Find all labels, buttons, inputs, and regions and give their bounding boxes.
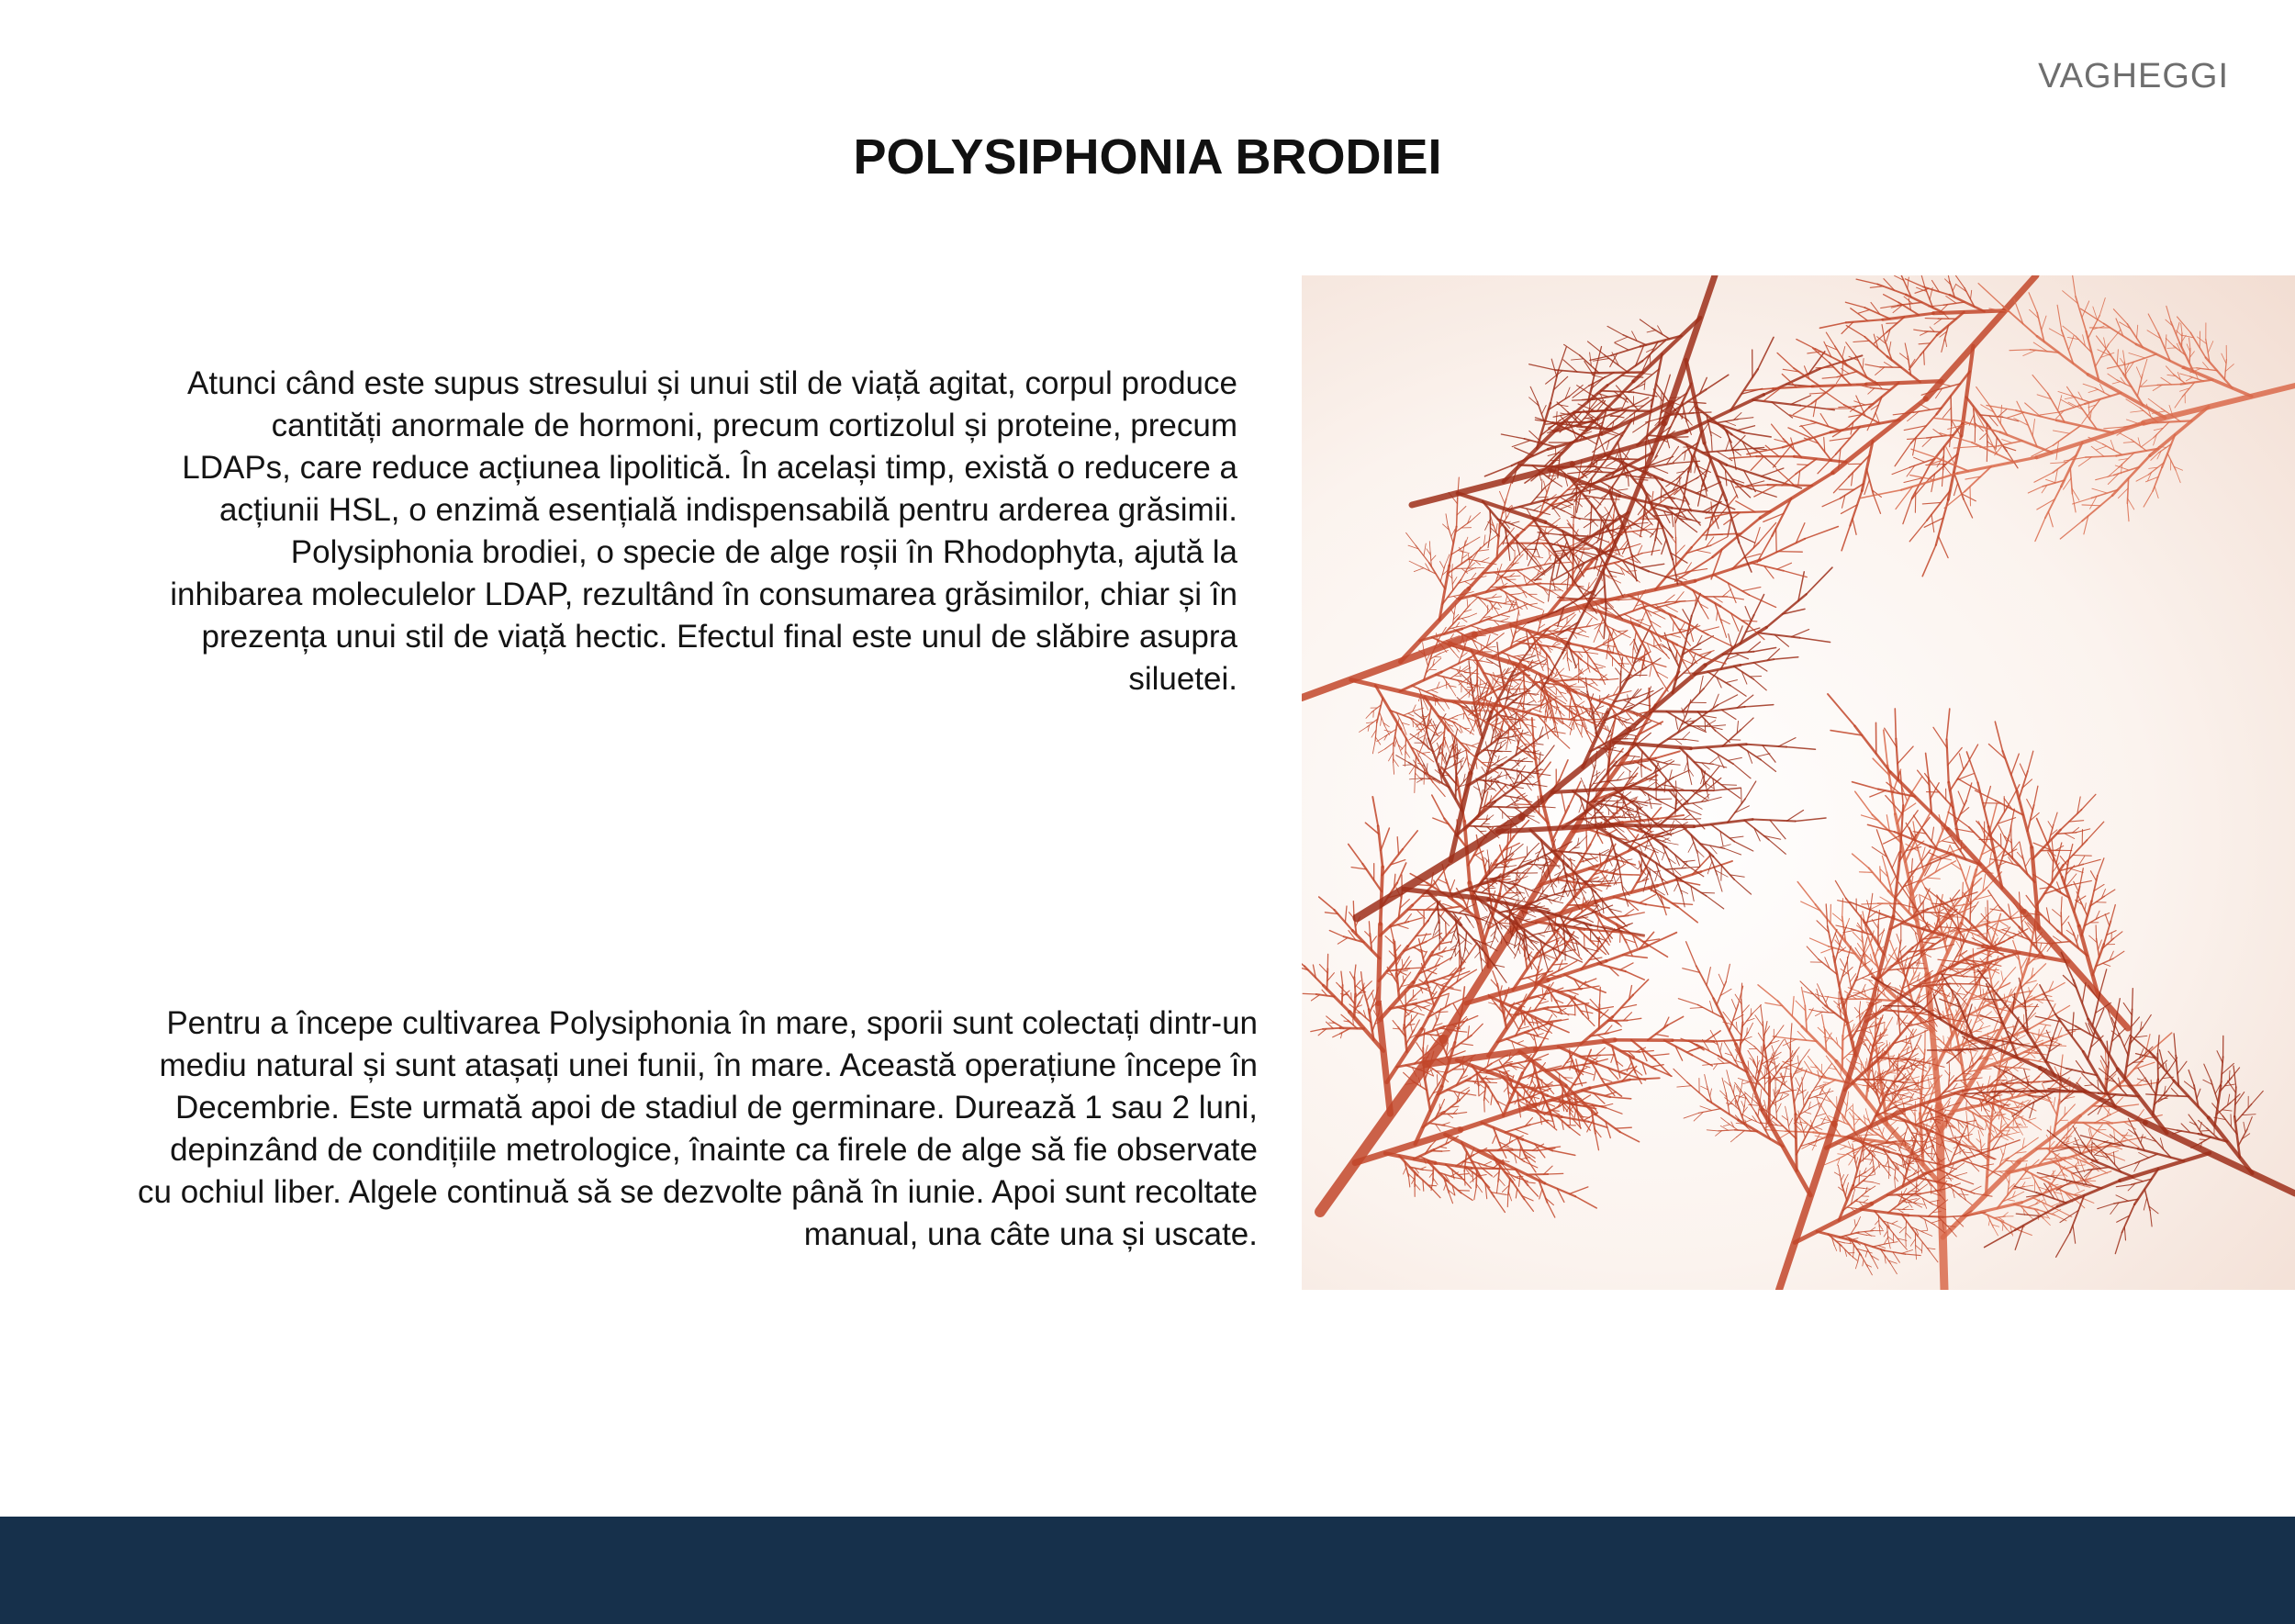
page-title: POLYSIPHONIA BRODIEI: [853, 129, 1442, 185]
footer-bar: [0, 1517, 2295, 1624]
seaweed-photo: [1302, 275, 2295, 1290]
paragraph-cultivation: Pentru a începe cultivarea Polysiphonia în mare, sporii sunt colectați dintr-un mediu natural și sunt atașați unei funii, în mare. Această operațiune începe în Decembrie. Este urmată apoi de stadiul de germinare. Durează 1 sau 2 luni, depinzând de condițiile metrologice, înainte ca firele de alge să fie observate cu ochiul liber. Algele continuă să se dezvolte până în iunie. Apoi sunt recoltate manual, una câte una și uscate.: [138, 1005, 1258, 1252]
brand-logo-text: VAGHEGGI: [2038, 57, 2229, 95]
paragraph-stress-lipolysis: Atunci când este supus stresului și unui stil de viață agitat, corpul produce cantități anormale de hormoni, precum cortizolul și proteine, precum LDAPs, care reduce acțiunea lipolitică. În același timp, există o reducere a acțiunii HSL, o enzimă esențială indispensabilă pentru arderea grăsimii. Polysiphonia brodiei, o specie de alge roșii în Rhodophyta, ajută la inhibarea moleculelor LDAP, rezultând în consumarea grăsimilor, chiar și în prezența unui stil de viață hectic. Efectul final este unul de slăbire asupra siluetei.: [170, 365, 1237, 697]
red-seaweed-illustration: [1302, 275, 2295, 1290]
